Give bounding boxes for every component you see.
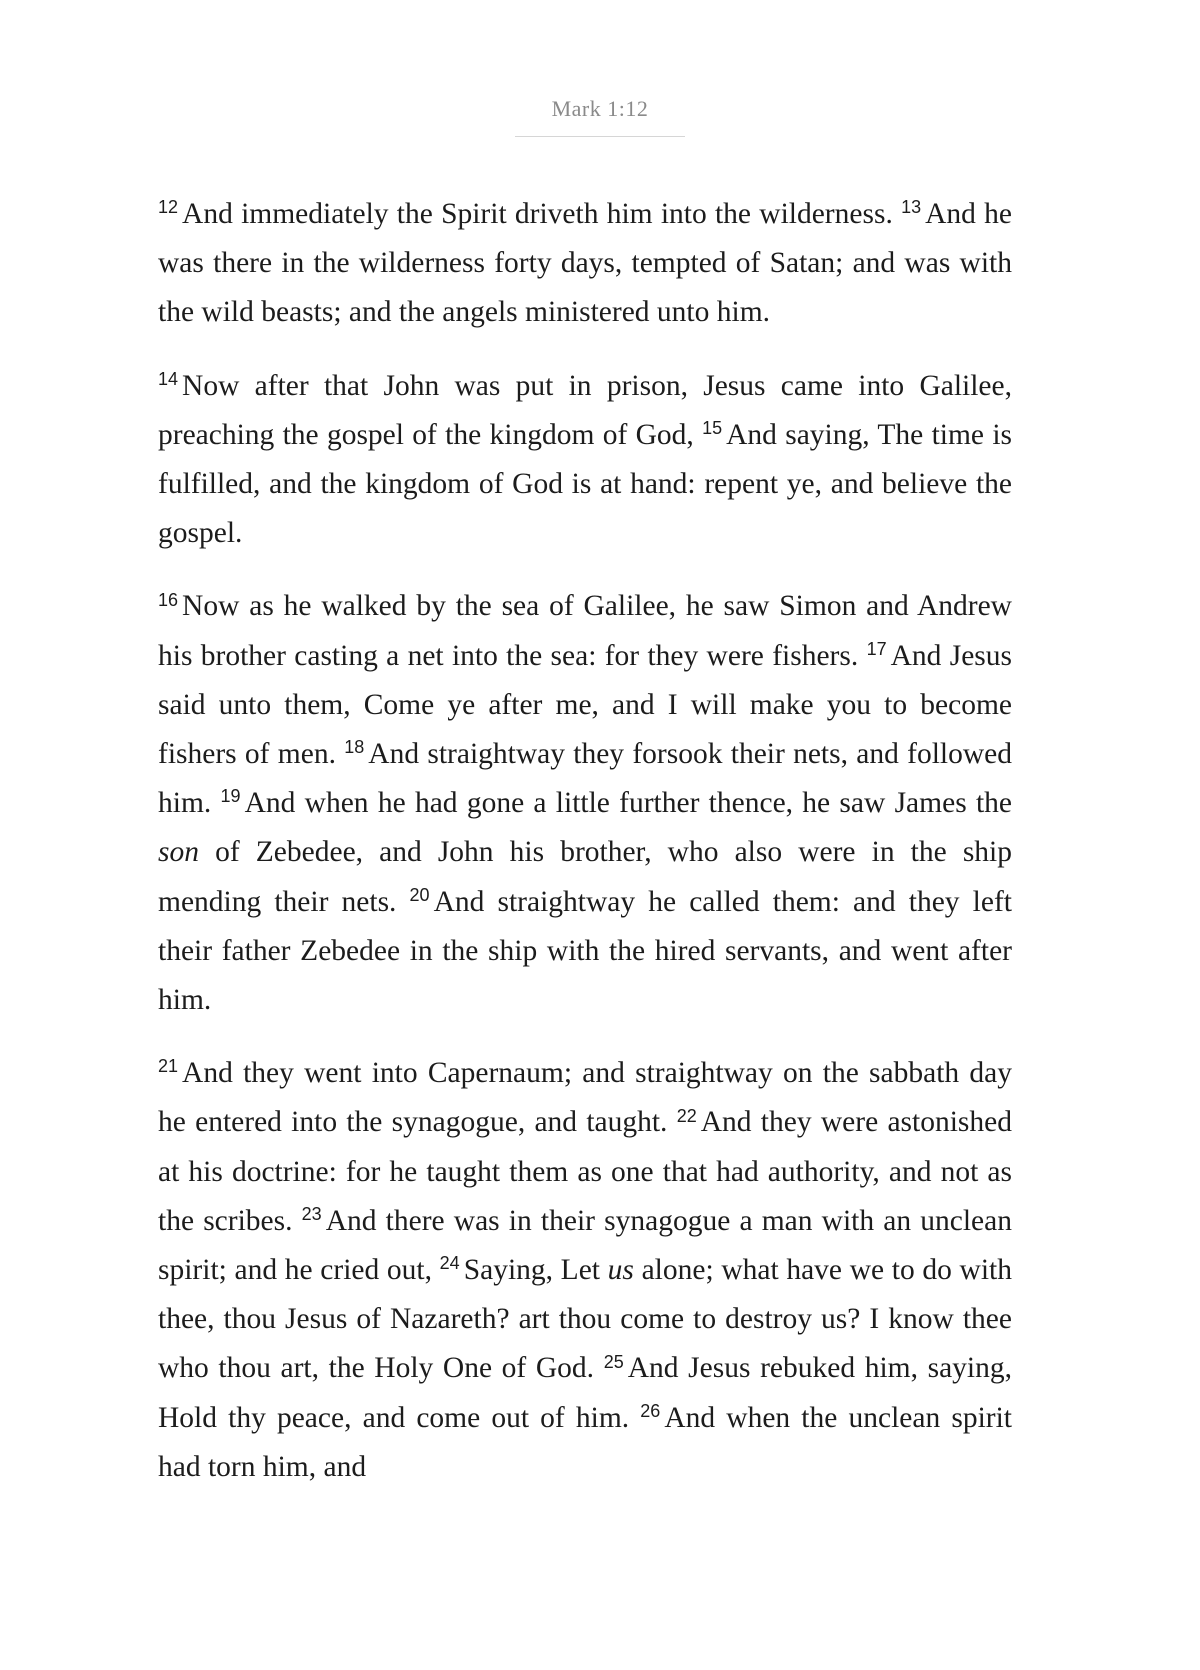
verse-text: And straightway he called them: and they left their father Zebedee in the ship with the hired servants, and went after him. bbox=[158, 885, 1012, 1017]
verse-text: And Jesus said unto them, Come ye after me, and I will make you to become fishers of men. bbox=[158, 639, 1013, 771]
verse-text: And there was in their synagogue a man with an unclean spirit; and he cried out, bbox=[158, 1204, 1012, 1287]
verse-text: Saying, Let bbox=[463, 1254, 608, 1287]
verse-number: 18 bbox=[344, 737, 365, 758]
verse-text: And they went into Capernaum; and straightway on the sabbath day he entered into the synagogue, and taught. bbox=[158, 1057, 1012, 1139]
chapter-reference: Mark 1:12 bbox=[551, 96, 649, 121]
italic-word: son bbox=[158, 836, 199, 869]
verse-number: 12 bbox=[158, 197, 179, 218]
verse-number: 13 bbox=[901, 197, 922, 218]
verse-text: And saying, The time is fulfilled, and the kingdom of God is at hand: repent ye, and believe the gospel. bbox=[158, 418, 1012, 550]
verse-text: alone; what have we to do with thee, thou Jesus of Nazareth? art thou come to destroy us? I know thee who thou art, the Holy One of God. bbox=[158, 1254, 1012, 1385]
verse-text: And immediately the Spirit driveth him into the wilderness. bbox=[182, 198, 902, 230]
header-divider bbox=[515, 136, 685, 137]
verse-number: 17 bbox=[866, 638, 887, 659]
verse-text: And he was there in the wilderness forty days, tempted of Satan; and was with the wild beasts; and the angels ministered unto him. bbox=[158, 198, 1012, 329]
verse-number: 22 bbox=[676, 1105, 697, 1126]
paragraph bbox=[158, 582, 1012, 1025]
verse-number: 15 bbox=[702, 417, 723, 438]
paragraph bbox=[158, 1049, 1012, 1492]
verse-text: Now as he walked by the sea of Galilee, he saw Simon and Andrew his brother casting a net into the sea: for they were fishers. bbox=[158, 590, 1012, 672]
verse-number: 25 bbox=[603, 1351, 624, 1372]
verse-number: 26 bbox=[640, 1400, 661, 1421]
verse-text: And when he had gone a little further thence, he saw James the bbox=[244, 787, 1012, 820]
italic-word: us bbox=[607, 1254, 634, 1287]
verse-number: 24 bbox=[439, 1253, 460, 1274]
page-header bbox=[0, 96, 1200, 137]
verse-text: And straightway they forsook their nets, and followed him. bbox=[158, 738, 1012, 820]
verse-number: 20 bbox=[409, 884, 430, 905]
verse-number: 23 bbox=[301, 1203, 322, 1224]
verse-text: And Jesus rebuked him, saying, Hold thy peace, and come out of him. bbox=[158, 1352, 1013, 1434]
scripture-text bbox=[158, 190, 1012, 1516]
paragraph bbox=[158, 190, 1012, 338]
verse-number: 16 bbox=[158, 589, 179, 610]
verse-number: 14 bbox=[158, 368, 179, 389]
verse-text: of Zebedee, and John his brother, who also were in the ship mending their nets. bbox=[158, 836, 1012, 918]
verse-number: 21 bbox=[158, 1056, 179, 1077]
verse-text: And when the unclean spirit had torn him, and bbox=[158, 1401, 1012, 1483]
paragraph bbox=[158, 362, 1012, 559]
verse-text: And they were astonished at his doctrine: for he taught them as one that had authority, and not as the scribes. bbox=[158, 1106, 1012, 1237]
verse-number: 19 bbox=[220, 786, 241, 807]
verse-text: Now after that John was put in prison, Jesus came into Galilee, preaching the gospel of the kingdom of God, bbox=[158, 369, 1012, 451]
